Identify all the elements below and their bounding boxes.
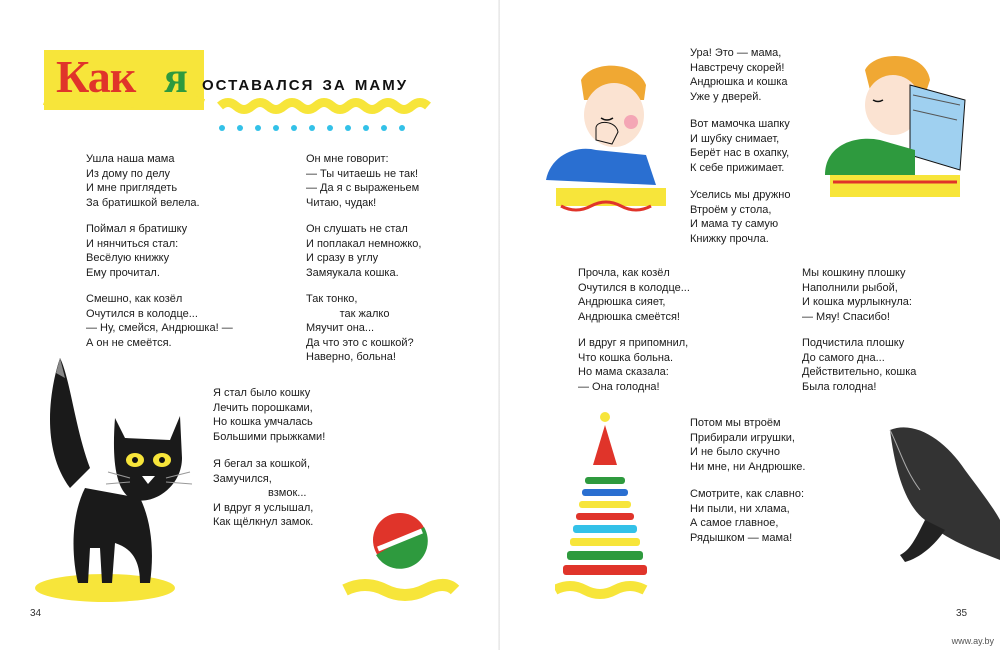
stanza: Потом мы втроём Прибирали игрушки, И не было скучно Ни мне, ни Андрюшке. <box>690 417 806 473</box>
watermark: www.ay.by <box>951 636 994 646</box>
page-number: 34 <box>30 608 42 619</box>
cat-tail-illustration <box>885 410 1000 580</box>
stanza: Я бегал за кошкой, Замучился, взмок... И вдруг я услышал, Как щёлкнул замок. <box>213 458 314 529</box>
stanza: Так тонко, так жалко Мяучит она... Да что это с кошкой? Наверно, больна! <box>306 293 414 364</box>
title-rest: оставался за маму <box>202 70 409 95</box>
cat-illustration <box>30 348 200 608</box>
stanza: Вот мамочка шапку И шубку снимает, Берёт нас в охапку, К себе прижимает. <box>690 118 790 174</box>
stanza: Уселись мы дружно Втроём у стола, И мама ту самую Книжку прочла. <box>690 189 791 245</box>
crying-boy-illustration <box>536 60 676 220</box>
stanza: Я стал было кошку Лечить порошками, Но кошка умчалась Большими прыжками! <box>213 387 326 443</box>
stanza: Смешно, как козёл Очутился в колодце... — Ну, смейся, Андрюшка! — А он не смеётся. <box>86 293 233 349</box>
stanza: Подчистила плошку До самого дна... Действительно, кошка Была голодна! <box>802 337 917 393</box>
stanza: Он мне говорит: — Ты читаешь не так! — Да я с выраженьем Читаю, чудак! <box>306 153 420 209</box>
stanza: И вдруг я припомнил, Что кошка больна. Но мама сказала: — Она голодна! <box>578 337 689 393</box>
stanza: Ушла наша мама Из дому по делу И мне приглядеть За братишкой велела. <box>86 153 200 209</box>
reading-boy-illustration <box>825 50 970 220</box>
pyramid-toy-illustration <box>555 405 655 605</box>
stanza: Ура! Это — мама, Навстречу скорей! Андрюшка и кошка Уже у дверей. <box>690 47 788 103</box>
poem-title <box>42 42 462 137</box>
stanza: Он слушать не стал И поплакал немножко, И сразу в углу Замяукала кошка. <box>306 223 422 279</box>
title-second-word: я <box>164 53 188 102</box>
page-number: 35 <box>956 608 968 619</box>
stanza: Прочла, как козёл Очутился в колодце... Андрюшка сияет, Андрюшка смеётся! <box>578 267 690 323</box>
right-page <box>500 0 1000 650</box>
stanza: Поймал я братишку И нянчиться стал: Весёлую книжку Ему прочитал. <box>86 223 188 279</box>
title-first-word: Как <box>56 51 136 102</box>
ball-illustration <box>340 505 460 605</box>
stanza: Мы кошкину плошку Наполнили рыбой, И кошка мурлыкнула: — Мяу! Спасибо! <box>802 267 912 323</box>
stanza: Смотрите, как славно: Ни пыли, ни хлама, А самое главное, Рядышком — мама! <box>690 488 804 544</box>
